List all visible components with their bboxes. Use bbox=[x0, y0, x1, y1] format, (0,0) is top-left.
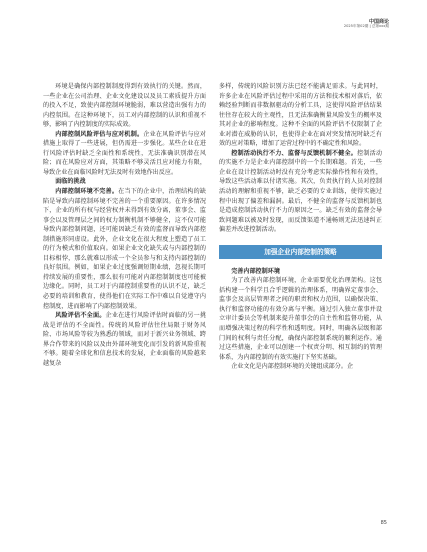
paragraph: 为了改善内部控制环境，企业需要优化治理架构。这包括构建一个科学且合乎逻辑的治理体系，明确界定董事会、监事会及高层管理者之间的职责和权力范围，以确保决策、执行和监督功能的有效分离与平衡。通过引入独立董事并设立审计委员会等机制来提升董事会的自主性和监督功能，从而增强决策过程的科学性和透明度。同时，明确各层级和部门间的权利与责任分配，确保内部控制系统的顺利运作。通过这些措施，企业可以创建一个权责分明、相互制约的管理体系，为内部控制的有效实施打下坚实基础。 bbox=[219, 277, 382, 361]
magazine-name: 中国商论 bbox=[368, 19, 389, 25]
subsection-heading: 面临的挑战 bbox=[55, 178, 86, 186]
paragraph: 环境是确保内部控制制度得到有效执行的关键。然而，一些企业在公司治理、企业文化建设以及员工素质提升方面的投入不足，致使内部控制环境脆弱，难以营造出强有力的内控氛围。在这种环境下，员工对内部控制的认识和重视不够，影响了内控制度的实际成效。 bbox=[43, 83, 206, 129]
left-column bbox=[43, 82, 206, 368]
right-column bbox=[219, 82, 382, 372]
paragraph: 多样，传统的风险识别方法已经不能满足需求。与此同时，许多企业在风险评估过程中采用的方法和技术相对落后，依赖经验判断而非数据驱动的分析工具，这使得风险评估结果往往存在较大的主观性，且无法准确衡量风险发生的概率及其对企业的影响程度。这种不全面的风险评估不仅限制了企业对潜在威胁的认识，也使得企业在面对突发情况时缺乏有效的应对策略，增加了运营过程中的不确定性和风险。 bbox=[219, 83, 382, 148]
section-heading-banner: 加强企业内部控制的策略 bbox=[219, 245, 382, 259]
page-number: 85 bbox=[380, 520, 387, 526]
paragraph bbox=[219, 149, 382, 235]
paragraph bbox=[43, 187, 206, 311]
inline-heading: 内部控制风险评估与应对机制。 bbox=[55, 130, 144, 138]
paragraph bbox=[43, 311, 206, 368]
journal-header bbox=[344, 20, 389, 29]
inline-heading: 风险评估不全面。 bbox=[55, 312, 106, 320]
issue-info: 2025年第02期 | 总第xxx期 bbox=[343, 24, 389, 29]
paragraph-body: 在当下的企业中，治理结构的缺陷是导致内部控制环境不完善的一个重要原因。在许多情况下，企业的所有权与经营权并未得到有效分离，董事会、监事会以及管理层之间的权力制衡机制不够健全，这不仅可能导致内部控制问题，还可能因缺乏有效的监督而导致内部控制措施形同虚设。此外，企业文化在很大程度上塑造了员工的行为模式和价值取向。如果企业文化缺失或与内部控制的目标相悖，那么就难以形成一个全员参与和支持内部控制的良好氛围。例如，如果企业过度强调短期业绩，忽视长期可持续发展的重要性，那么很有可能对内部控制制度也可能被边缘化。同时，员工对于内部控制重要性的认识不足，缺乏必要的培训和教育，使得他们在实际工作中难以自觉遵守内控制度，进而影响了内部控制效果。 bbox=[43, 188, 207, 310]
subsection-heading: 完善内部控制环境 bbox=[231, 267, 280, 275]
paragraph-body: 控制活动的实施不力是企业内部控制中的一个长期难题。首先，一些企业在设计控制活动时没有充分考虑实际操作性和有效性，导致这些活动难以付诸实施。其次，负责执行的人员对控制活动的理解和重视不够，缺乏必要的专业训练，使得实施过程中出现了偏差和漏洞。最后，不健全的监督与反馈机制也是造成控制活动执行不力的原因之一。缺乏有效的监督会导致问题难以被及时发现，而反馈渠道不通畅则无法迅速纠正偏差并改进控制活动。 bbox=[219, 149, 383, 234]
inline-heading: 内部控制环境不完善。 bbox=[55, 188, 119, 196]
paragraph: 企业文化是内部控制环境的关键组成部分。企 bbox=[231, 363, 354, 371]
inline-heading: 控制活动执行不力、监督与反馈机制不健全。 bbox=[231, 149, 358, 157]
paragraph bbox=[43, 130, 206, 178]
paragraph-body: 企业在风险评估与应对措施上取得了一些进展，但仍需进一步强化。某些企业在进行风险评估时缺乏全面性和系统性，无法准确识别潜在风险；而在风险应对方面，其策略不够灵活且应对能力有限，导致企业在面临风险时无法及时有效地作出反应。 bbox=[43, 130, 207, 176]
paragraph-body: 企业在进行风险评估时面临的另一挑战是评估的不全面性。传统的风险评估往往局限于财务风险、市场风险等较为熟悉的领域，而对于新兴业务领域、跨界合作带来的风险以及由外部环境变化而引发的新风险重视不够。随着全球化和信息技术的发展，企业面临的风险越来越复杂 bbox=[43, 312, 207, 367]
